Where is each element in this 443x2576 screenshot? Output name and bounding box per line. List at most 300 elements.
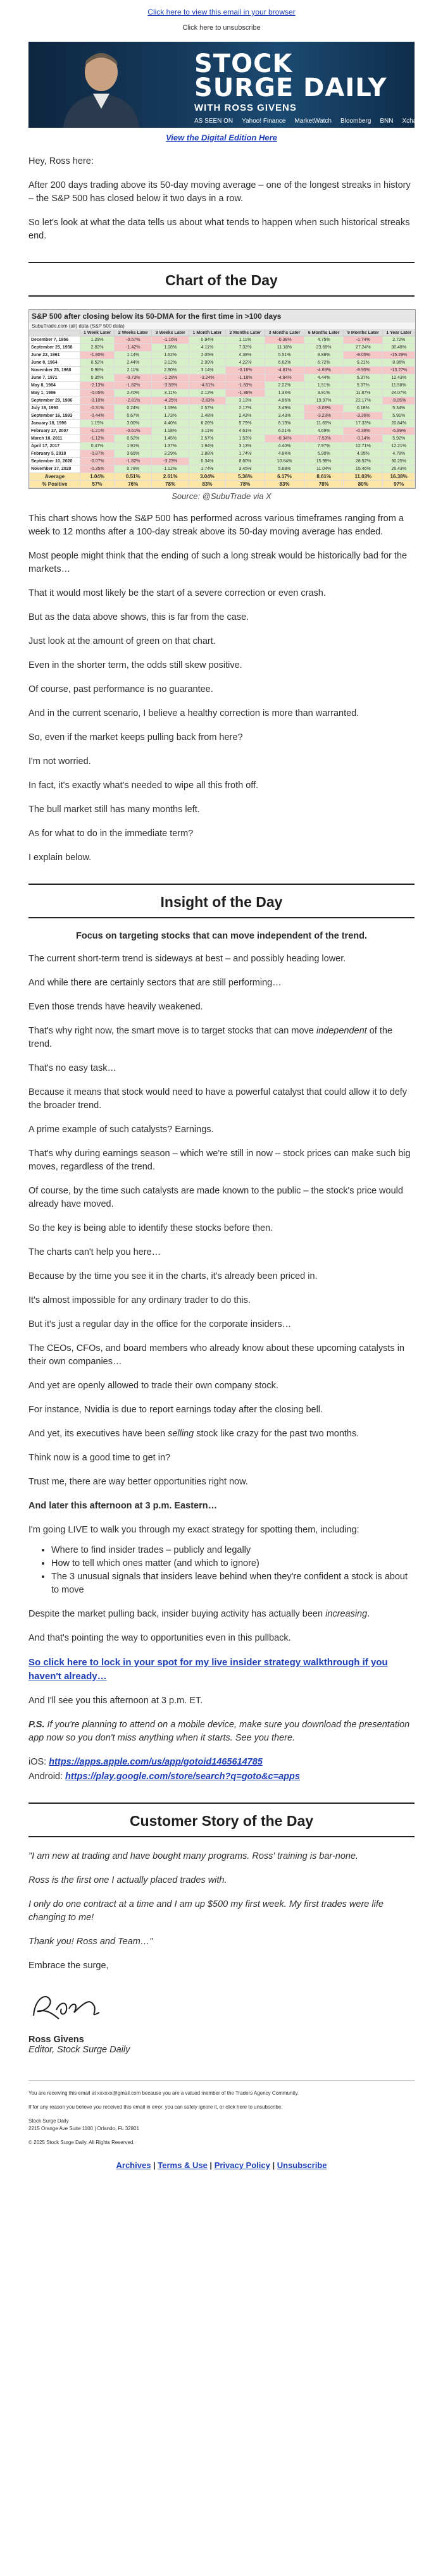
table-cell: 1.14% <box>115 352 152 359</box>
chart-commentary-paragraph: And in the current scenario, I believe a healthy correction is more than warranted. <box>28 708 359 718</box>
table-cell: 2.43% <box>225 412 265 420</box>
chart-commentary-paragraph: I explain below. <box>28 853 92 863</box>
table-cell: 1.73% <box>152 412 189 420</box>
privacy-link[interactable]: Privacy Policy <box>214 2160 270 2170</box>
returns-table <box>28 309 416 489</box>
divider <box>28 917 415 918</box>
table-cell: 4.61% <box>225 428 265 435</box>
divider <box>28 1836 415 1837</box>
table-cell: 3.69% <box>115 450 152 458</box>
table-cell: -1.21% <box>80 428 115 435</box>
table-header-cell: 1 Month Later <box>189 330 226 336</box>
insight-paragraph: And later this afternoon at 3 p.m. Eastern… <box>28 1501 218 1511</box>
table-cell: 0.18% <box>344 405 383 412</box>
table-cell: 10.84% <box>265 458 304 465</box>
table-cell: 26.43% <box>383 465 415 473</box>
table-cell: 4.75% <box>304 336 344 344</box>
table-cell: 5.91% <box>383 412 415 420</box>
table-cell: 5.90% <box>304 450 344 458</box>
table-cell: 8.13% <box>265 420 304 428</box>
table-cell: 4.11% <box>189 344 226 352</box>
insight-paragraph: But it's just a regular day in the office for the corporate insiders… <box>28 1319 292 1329</box>
table-cell: 8.61% <box>304 473 344 481</box>
table-cell: 1.12% <box>152 465 189 473</box>
sign-off: Embrace the surge, <box>28 1961 109 1971</box>
insight-paragraph: Despite the market pulling back, insider buying activity has actually been increasing. <box>28 1609 370 1619</box>
table-cell: February 27, 2007 <box>30 428 80 435</box>
table-cell: 22.17% <box>344 397 383 405</box>
chart-commentary-paragraph: Of course, past performance is no guarantee. <box>28 684 213 694</box>
outlet-logo: Yahoo! Finance <box>242 118 286 125</box>
chart-of-day-title: Chart of the Day <box>165 272 278 288</box>
table-cell: -0.05% <box>80 390 115 397</box>
table-cell: 2.12% <box>189 390 226 397</box>
table-cell: 1.19% <box>152 405 189 412</box>
table-cell: 4.69% <box>304 428 344 435</box>
table-cell: 4.86% <box>265 397 304 405</box>
table-cell: -0.07% <box>80 458 115 465</box>
as-seen-on-strip: AS SEEN ON Yahoo! Finance MarketWatch Bloomberg BNN Xchange <box>194 118 427 125</box>
table-cell: 1.62% <box>152 352 189 359</box>
insight-paragraph: So the key is being able to identify these stocks before then. <box>28 1223 273 1233</box>
table-cell: 5.92% <box>383 435 415 443</box>
table-header-cell: 3 Months Later <box>265 330 304 336</box>
table-cell: 80% <box>344 481 383 488</box>
insight-paragraph: Because by the time you see it in the charts, it's already been priced in. <box>28 1271 318 1281</box>
list-item: • How to tell which ones matter (and which to ignore) <box>51 1557 415 1570</box>
summary-row <box>30 473 415 481</box>
table-cell: 24.07% <box>383 390 415 397</box>
table-cell: 57% <box>80 481 115 488</box>
insight-paragraph: Think now is a good time to get in? <box>28 1453 171 1463</box>
table-cell: 2.44% <box>115 359 152 367</box>
email-container <box>28 8 427 2193</box>
table-cell: 4.40% <box>265 443 304 450</box>
table-row <box>30 465 415 473</box>
table-cell: 30.25% <box>383 458 415 465</box>
chart-commentary-paragraph: But as the data above shows, this is far from the case. <box>28 612 249 622</box>
table-cell: April 17, 2017 <box>30 443 80 450</box>
insight-paragraph: And I'll see you this afternoon at 3 p.m. ET. <box>28 1696 203 1706</box>
table-cell: 11.04% <box>304 465 344 473</box>
table-cell: 1.45% <box>152 435 189 443</box>
chart-commentary-paragraph: Even in the shorter term, the odds still skew positive. <box>28 660 242 670</box>
table-cell: 3.00% <box>115 420 152 428</box>
table-cell: 7.97% <box>304 443 344 450</box>
table-cell: 78% <box>225 481 265 488</box>
divider <box>28 262 415 263</box>
divider <box>28 884 415 885</box>
insight-paragraph: A prime example of such catalysts? Earnings. <box>28 1125 214 1135</box>
table-cell: 3.04% <box>189 473 226 481</box>
table-cell: -0.16% <box>225 367 265 374</box>
table-header-cell: 9 Months Later <box>344 330 383 336</box>
table-header-cell <box>30 330 80 336</box>
table-header-cell: 1 Week Later <box>80 330 115 336</box>
table-cell: 6.72% <box>304 359 344 367</box>
table-cell: 2.22% <box>265 382 304 390</box>
unsubscribe-top[interactable]: Click here to unsubscribe <box>182 24 261 32</box>
table-cell: -0.38% <box>265 336 304 344</box>
table-cell: -1.74% <box>344 336 383 344</box>
table-header-cell: 2 Months Later <box>225 330 265 336</box>
table-cell: -0.73% <box>115 374 152 382</box>
app-links: iOS: https://apps.apple.com/us/app/gotoid1465614785 Android: https://play.google.com/store/search?q=goto&c=apps <box>28 1757 300 1782</box>
table-row <box>30 352 415 359</box>
table-cell: 12.71% <box>344 443 383 450</box>
table-cell: 8.36% <box>383 359 415 367</box>
table-cell: -0.10% <box>80 397 115 405</box>
table-cell: 76% <box>115 481 152 488</box>
table-cell: September 25, 1958 <box>30 344 80 352</box>
insight-paragraph: That's why during earnings season – which we're still in now – stock prices can make such big moves, regardless of the trend. <box>28 1149 411 1172</box>
table-cell: -3.23% <box>152 458 189 465</box>
table-header-cell: 1 Year Later <box>383 330 415 336</box>
table-cell: 5.37% <box>344 374 383 382</box>
table-cell: 78% <box>304 481 344 488</box>
table-cell: 2.11% <box>115 367 152 374</box>
table-cell: 0.78% <box>115 465 152 473</box>
chart-commentary-paragraph: The bull market still has many months left. <box>28 804 200 815</box>
table-caption: Source: @SubuTrade via X <box>172 491 271 501</box>
table-cell: -4.25% <box>152 397 189 405</box>
table-cell: 1.51% <box>304 382 344 390</box>
table-cell: -1.82% <box>115 458 152 465</box>
table-cell: -1.80% <box>80 352 115 359</box>
table-cell: -8.05% <box>383 397 415 405</box>
table-cell: 0.52% <box>115 435 152 443</box>
table-cell: November 25, 1968 <box>30 367 80 374</box>
table-cell: 8.88% <box>304 352 344 359</box>
table-cell: -1.28% <box>152 374 189 382</box>
table-cell: 0.24% <box>115 405 152 412</box>
view-in-browser <box>28 8 415 16</box>
table-cell: -1.16% <box>152 336 189 344</box>
table-cell: 1.15% <box>80 420 115 428</box>
table-cell: -2.13% <box>80 382 115 390</box>
archives-link[interactable]: Archives <box>116 2160 151 2170</box>
table-cell: 2.82% <box>80 344 115 352</box>
table-cell: 5.51% <box>265 352 304 359</box>
table-cell: 20.84% <box>383 420 415 428</box>
table-cell: 2.48% <box>189 412 226 420</box>
table-cell: November 17, 2020 <box>30 465 80 473</box>
testimonial: Thank you! Ross and Team…" <box>28 1937 153 1947</box>
banner-title: STOCK SURGE DAILY <box>194 49 387 102</box>
table-cell: 5.36% <box>225 473 265 481</box>
table-cell: 11.03% <box>344 473 383 481</box>
table-cell: September 29, 1986 <box>30 397 80 405</box>
table-cell: February 5, 2018 <box>30 450 80 458</box>
footer-note: If for any reason you believe you received this email in error, you can safely ignore it, or click here to unsubscribe. <box>28 2104 283 2110</box>
table-cell: 19.97% <box>304 397 344 405</box>
table-cell: 11.87% <box>344 390 383 397</box>
table-cell: -1.83% <box>225 382 265 390</box>
table-cell: -8.95% <box>344 367 383 374</box>
table-cell: 1.04% <box>80 473 115 481</box>
table-cell: 4.22% <box>225 359 265 367</box>
table-cell: 1.34% <box>265 390 304 397</box>
table-cell: 0.52% <box>80 359 115 367</box>
table-cell: -0.38% <box>344 428 383 435</box>
footer-links: Archives | Terms & Use | Privacy Policy | Unsubscribe <box>116 2160 327 2170</box>
digital-edition <box>28 133 415 142</box>
table-cell: -7.53% <box>304 435 344 443</box>
unsubscribe-link[interactable]: Unsubscribe <box>277 2160 327 2170</box>
table-row <box>30 443 415 450</box>
table-cell: 78% <box>152 481 189 488</box>
testimonial: Ross is the first one I actually placed trades with. <box>28 1875 227 1885</box>
footer-copyright: © 2025 Stock Surge Daily. All Rights Reserved. <box>28 2140 135 2145</box>
table-cell: 1.88% <box>189 450 226 458</box>
table-cell: 23.69% <box>304 344 344 352</box>
table-cell: 2.57% <box>189 435 226 443</box>
table-cell: 2.72% <box>383 336 415 344</box>
table-row <box>30 336 415 344</box>
hero-banner[interactable] <box>28 42 427 128</box>
table-cell: 12.43% <box>383 374 415 382</box>
table-cell: 6.26% <box>189 420 226 428</box>
table-cell: -0.44% <box>80 412 115 420</box>
greeting: Hey, Ross here: <box>28 156 94 166</box>
cta-paragraph <box>28 1656 415 1684</box>
table-cell: -1.18% <box>225 374 265 382</box>
insight-paragraph: For instance, Nvidia is due to report earnings today after the closing bell. <box>28 1405 323 1415</box>
insight-paragraph: Trust me, there are way better opportunities right now. <box>28 1477 248 1487</box>
table-cell: 2.40% <box>115 390 152 397</box>
author-role: Editor, Stock Surge Daily <box>28 2045 130 2055</box>
table-row <box>30 458 415 465</box>
table-cell: 4.78% <box>383 450 415 458</box>
register-webinar-link[interactable]: So click here to lock in your spot for my live insider strategy walkthrough if you haven't already… <box>28 1657 388 1682</box>
table-cell: 9.21% <box>344 359 383 367</box>
table-cell: Average <box>30 473 80 481</box>
table-cell: 4.40% <box>152 420 189 428</box>
android-app-link[interactable]: https://play.google.com/store/search?q=goto&c=apps <box>65 1772 300 1782</box>
table-row <box>30 420 415 428</box>
table-cell: 27.24% <box>344 344 383 352</box>
table-cell: July 19, 1993 <box>30 405 80 412</box>
terms-link[interactable]: Terms & Use <box>158 2160 208 2170</box>
table-cell: 30.48% <box>383 344 415 352</box>
table-cell: -0.87% <box>80 450 115 458</box>
insight-paragraph: And that's pointing the way to opportunities even in this pullback. <box>28 1633 291 1643</box>
table-cell: -0.35% <box>80 465 115 473</box>
table-row <box>30 344 415 352</box>
table-cell: -3.23% <box>304 412 344 420</box>
table-row <box>30 359 415 367</box>
table-row <box>30 374 415 382</box>
insight-paragraph: The current short-term trend is sideways at best – and possibly heading lower. <box>28 954 346 964</box>
table-title: S&P 500 after closing below its 50-DMA for the first time in >100 days <box>29 310 415 323</box>
table-cell: May 8, 1984 <box>30 382 80 390</box>
table-cell: 1.37% <box>152 443 189 450</box>
table-cell: -4.84% <box>265 374 304 382</box>
table-cell: 1.74% <box>225 450 265 458</box>
table-cell: -1.36% <box>225 390 265 397</box>
insight-paragraph: The charts can't help you here… <box>28 1247 161 1257</box>
table-cell: -0.31% <box>80 405 115 412</box>
table-cell: 3.13% <box>225 443 265 450</box>
insight-paragraph: It's almost impossible for any ordinary trader to do this. <box>28 1295 251 1305</box>
table-cell: -15.29% <box>383 352 415 359</box>
table-cell: -1.82% <box>115 382 152 390</box>
table-cell: -3.59% <box>152 382 189 390</box>
table-cell: June 22, 1961 <box>30 352 80 359</box>
table-cell: May 1, 1986 <box>30 390 80 397</box>
table-cell: -3.24% <box>189 374 226 382</box>
table-cell: 1.18% <box>152 428 189 435</box>
table-cell: 7.32% <box>225 344 265 352</box>
intro-paragraph: So let's look at what the data tells us about what tends to happen when such historical streaks end. <box>28 218 410 241</box>
divider <box>28 295 415 297</box>
table-row <box>30 435 415 443</box>
table-cell: June 7, 1971 <box>30 374 80 382</box>
digital-edition-link[interactable]: View the Digital Edition Here <box>166 133 277 142</box>
table-cell: 5.37% <box>344 382 383 390</box>
table-cell: 3.14% <box>189 367 226 374</box>
insight-title: Insight of the Day <box>160 894 283 910</box>
ios-app-link[interactable]: https://apps.apple.com/us/app/gotoid1465614785 <box>49 1757 263 1767</box>
ps-paragraph: P.S. If you're planning to attend on a mobile device, make sure you download the presentation app now so you don't miss anything when it starts. See you there. <box>28 1720 410 1743</box>
table-cell: 1.91% <box>115 443 152 450</box>
strategy-bullets <box>42 1544 415 1597</box>
chart-commentary-paragraph: This chart shows how the S&P 500 has performed across various timeframes ranging from a week to 12 months after a 100-day streak above its 50-day moving average has ended. <box>28 514 404 537</box>
list-item: • Where to find insider trades – publicly and legally <box>51 1544 415 1557</box>
insight-paragraph: Of course, by the time such catalysts are made known to the public – the stock's price would already have moved. <box>28 1186 403 1209</box>
table-header-cell: 6 Months Later <box>304 330 344 336</box>
table-cell: -8.05% <box>344 352 383 359</box>
table-cell: 15.46% <box>344 465 383 473</box>
table-row <box>30 367 415 374</box>
table-cell: 0.67% <box>115 412 152 420</box>
table-cell: -3.36% <box>344 412 383 420</box>
table-cell: 1.94% <box>189 443 226 450</box>
insight-paragraph: That's why right now, the smart move is to target stocks that can move independent of the trend. <box>28 1026 393 1049</box>
table-cell: 15.99% <box>304 458 344 465</box>
table-cell: 97% <box>383 481 415 488</box>
table-cell: 1.74% <box>189 465 226 473</box>
table-cell: 6.01% <box>265 428 304 435</box>
footer-address: Stock Surge Daily 2215 Orange Ave Suite 1100 | Orlando, FL 32801 <box>28 2118 139 2131</box>
table-cell: 3.12% <box>152 359 189 367</box>
chart-commentary-paragraph: Most people might think that the ending of such a long streak would be historically bad for the markets… <box>28 551 408 574</box>
chart-commentary-paragraph: I'm not worried. <box>28 756 91 767</box>
table-cell: 1.29% <box>80 336 115 344</box>
outlet-logo: Bloomberg <box>340 118 371 125</box>
table-row <box>30 450 415 458</box>
chart-commentary-paragraph: In fact, it's exactly what's needed to wipe all this froth off. <box>28 780 259 791</box>
divider <box>28 1803 415 1804</box>
table-header-cell: 2 Weeks Later <box>115 330 152 336</box>
table-cell: -0.14% <box>344 435 383 443</box>
testimonial: I only do one contract at a time and I am up $500 my first week. My first trades were life changing to me! <box>28 1899 384 1923</box>
table-cell: 4.38% <box>225 352 265 359</box>
chart-commentary-paragraph: That it would most likely be the start of a severe correction or even crash. <box>28 588 326 598</box>
table-cell: 28.52% <box>344 458 383 465</box>
table-cell: -2.81% <box>115 397 152 405</box>
table-cell: 6.62% <box>265 359 304 367</box>
table-cell: 4.44% <box>304 374 344 382</box>
table-cell: 3.49% <box>265 405 304 412</box>
table-cell: -4.61% <box>189 382 226 390</box>
chart-commentary <box>28 512 415 865</box>
footer-note: You are receiving this email at xxxxxx@gmail.com because you are a valued member of the Traders Agency Community. <box>28 2090 299 2096</box>
insight-paragraph: Even those trends have heavily weakened. <box>28 1002 203 1012</box>
summary-row <box>30 481 415 488</box>
intro-paragraph: After 200 days trading above its 50-day moving average – one of the longest streaks in history – the S&P 500 has closed below it two days in a row. <box>28 180 411 204</box>
table-cell: -4.69% <box>304 367 344 374</box>
table-cell: 3.11% <box>189 428 226 435</box>
table-cell: -1.12% <box>80 435 115 443</box>
insight-focus: Focus on targeting stocks that can move independent of the trend. <box>75 931 368 941</box>
table-cell: June 8, 1964 <box>30 359 80 367</box>
table-cell: 3.43% <box>265 412 304 420</box>
table-source: SubuTrade.com (all) data (S&P 500 data) <box>29 323 415 330</box>
chart-commentary-paragraph: As for what to do in the immediate term? <box>28 829 194 839</box>
table-row <box>30 405 415 412</box>
table-cell: 6.17% <box>265 473 304 481</box>
returns-data-table <box>29 330 415 488</box>
table-cell: 0.34% <box>189 458 226 465</box>
insight-paragraph: That's no easy task… <box>28 1063 116 1073</box>
table-cell: 3.11% <box>152 390 189 397</box>
table-cell: 1.08% <box>152 344 189 352</box>
table-cell: -0.34% <box>265 435 304 443</box>
table-cell: 83% <box>265 481 304 488</box>
table-cell: 1.11% <box>225 336 265 344</box>
table-cell: 17.33% <box>344 420 383 428</box>
table-cell: September 16, 1993 <box>30 412 80 420</box>
table-cell: 0.98% <box>80 367 115 374</box>
table-cell: -2.83% <box>189 397 226 405</box>
table-cell: March 10, 2011 <box>30 435 80 443</box>
table-cell: 3.13% <box>225 397 265 405</box>
table-row <box>30 412 415 420</box>
table-cell: 4.05% <box>344 450 383 458</box>
table-cell: 0.94% <box>189 336 226 344</box>
table-cell: -4.81% <box>265 367 304 374</box>
table-cell: 5.79% <box>225 420 265 428</box>
table-row <box>30 382 415 390</box>
insight-paragraph: And while there are certainly sectors that are still performing… <box>28 978 282 988</box>
table-cell: 1.53% <box>225 435 265 443</box>
table-cell: 2.99% <box>189 359 226 367</box>
insight-paragraph: And yet, its executives have been selling stock like crazy for the past two months. <box>28 1429 359 1439</box>
table-cell: -0.61% <box>115 428 152 435</box>
table-cell: -5.99% <box>383 428 415 435</box>
table-cell: September 10, 2020 <box>30 458 80 465</box>
footer <box>28 2080 415 2147</box>
insight-paragraph: The CEOs, CFOs, and board members who already know about these upcoming catalysts in their own companies… <box>28 1343 404 1367</box>
table-cell: 12.21% <box>383 443 415 450</box>
table-cell: 11.58% <box>383 382 415 390</box>
list-item: • The 3 unusual signals that insiders leave behind when they're confident a stock is about to move <box>51 1570 415 1597</box>
table-cell: -0.57% <box>115 336 152 344</box>
table-cell: 5.68% <box>265 465 304 473</box>
table-cell: 3.45% <box>225 465 265 473</box>
customer-story-title: Customer Story of the Day <box>129 1813 314 1829</box>
banner-subtitle: WITH ROSS GIVENS <box>194 102 297 113</box>
outlet-logo: MarketWatch <box>294 118 332 125</box>
signature-image <box>28 1987 104 2025</box>
table-cell: January 18, 1996 <box>30 420 80 428</box>
view-in-browser-link[interactable]: Click here to view this email in your browser <box>147 8 296 16</box>
table-cell: 4.84% <box>265 450 304 458</box>
table-cell: -13.27% <box>383 367 415 374</box>
table-cell: 2.05% <box>189 352 226 359</box>
table-header-cell: 3 Weeks Later <box>152 330 189 336</box>
